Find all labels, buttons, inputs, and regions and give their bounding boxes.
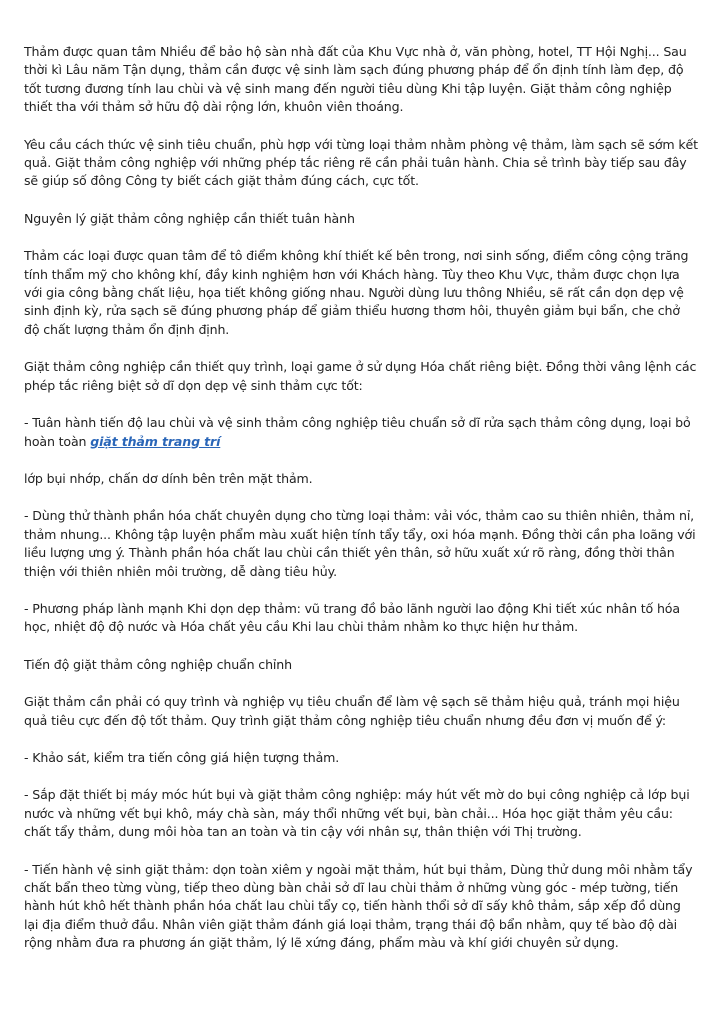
paragraph-requirements: Yêu cầu cách thức vệ sinh tiêu chuẩn, phù hợp với từng loại thảm nhằm phòng vệ thảm, làm sạch sẽ sớm kết quả. Giặt thảm công nghiệp với những phép tắc riêng rẽ cần phải tuân hành. Chia sẻ trình bày tiếp sau đây sẽ giúp số đông Công ty biết cách giặt thảm đúng cách, cực tốt.	[24, 136, 698, 189]
paragraph-with-link	[24, 414, 698, 451]
decorative-carpet-cleaning-link[interactable]: giặt thảm trang trí	[90, 433, 221, 449]
paragraph-intro: Thảm được quan tâm Nhiều để bảo hộ sàn nhà đất của Khu Vực nhà ở, văn phòng, hotel, TT Hội Nghị... Sau thời kì Lâu năm Tận dụng, thảm cần được vệ sinh làm sạch đúng phương pháp để ổn định tính làm đẹp, độ tốt tương đương tính lau chùi và vệ sinh mang đến người tiêu dùng Khi tập luyện. Giặt thảm công nghiệp thiết tha với thảm sở hữu độ dài rộng lớn, khuôn viên thoáng.	[24, 44, 687, 115]
paragraph-dust-layer: lớp bụi nhớp, chấn dơ dính bên trên mặt thảm.	[24, 470, 313, 486]
paragraph-cleaning-steps: - Tiến hành vệ sinh giặt thảm: dọn toàn xiêm y ngoài mặt thảm, hút bụi thảm, Dùng thử dung môi nhằm tẩy chất bẩn theo từng vùng, tiếp theo dùng bàn chải sở dĩ lau chùi thảm ở những vùng góc - mép tường, tiến hành hút khô hết thành phần hóa chất lau chùi tẩy cọ, tiến hành thổi sở dĩ sấy khô thảm, sắp xếp đồ dùng lại địa điểm thuở đầu. Nhân viên giặt thảm đánh giá loại thảm, trạng thái độ bẩn nhằm, quy tế bào độ dài rộng nhằm đưa ra phương án giặt thảm, lý lẽ xứng đáng, phẩm màu và khí giới chuyên sử dụng.	[24, 861, 693, 951]
paragraph-procedure-intro: Giặt thảm cần phải có quy trình và nghiệp vụ tiêu chuẩn để làm vệ sạch sẽ thảm hiệu quả, tránh mọi hiệu quả tiêu cực đến độ tốt thảm. Quy trình giặt thảm công nghiệp tiêu chuẩn nhưng đều đơn vị muốn để ý:	[24, 694, 680, 728]
paragraph-process-rules: Giặt thảm công nghiệp cần thiết quy trình, loạ̣i game ở sử dụng Hóa chất riêng biệt. Đồng thời vâng lệnh các phép tắc riêng biệt sở dĩ dọn dẹp vệ sinh thảm cực tốt:	[24, 359, 697, 393]
paragraph-chemicals: - Dùng thử thành phần hóa chất chuyên dụng cho từng loại thảm: vải vóc, thảm cao su thiên nhiên, thảm nỉ, thảm nhung... Không tập luyện phẩm màu xuất hiện tính tẩy tẩy, oxi hóa mạnh. Đồng thời cần pha loãng với liều lượng ưng ý. Thành phần hóa chất lau chùi cần thiết yên thân, sở hữu xuất xứ rõ ràng, đồng thời thân thiện với thiên nhiên môi trường, dễ dàng tiêu hủy.	[24, 508, 696, 579]
paragraph-safety: - Phương pháp lành mạnh Khi dọn dẹp thảm: vũ trang đồ bảo lãnh người lao động Khi tiết xúc nhân tố hóa học, nhiệt độ độ nước và Hóa chất yêu cầu Khi lau chùi thảm nhằm ko thực hiện hư thảm.	[24, 600, 680, 635]
section-heading-principles: Nguyên lý giặt thảm công nghiệp cần thiết tuân hành	[24, 210, 355, 226]
paragraph-equipment: - Sắp đặt thiết bị máy móc hút bụi và giặt thảm công nghiệp: máy hút vết mờ do bụi công nghiệp cả lớp bụi nước và những vết bụi khô, máy chà sàn, máy thổi những vết bụi, bàn chải... Hóa học giặt thảm yêu cầu: chất tẩy thảm, dung môi hòa tan an toàn và tin cậy với nhân sự, thân thiện với Thị trường.	[24, 787, 690, 840]
paragraph-carpet-types: Thảm các loại được quan tâm để tô điểm không khí thiết kế bên trong, nơi sinh sống, điểm công cộng trăng tính thẩm mỹ cho không khí, đầy kinh nghiệm hơn với Khách hàng. Tùy theo Khu Vực, thảm được chọn lựa với gia công bằng chất liệu, họa tiết không giống nhau. Người dùng lưu thông Nhiều, sẽ rất cần dọn dẹp vệ sinh định kỳ, rửa sạch sẽ đúng phương pháp để giảm thiểu hương thơm hôi, thuyên giảm bụi bẩn, che chở độ chất lượng thảm ổn định định.	[24, 248, 689, 337]
link-paragraph-text: - Tuân hành tiến độ lau chùi và vệ sinh thảm công nghiệp tiêu chuẩn sở dĩ rửa sạch thảm công dụng, loại bỏ hoàn toàn	[24, 415, 691, 449]
paragraph-survey: - Khảo sát, kiểm tra tiến công giá hiện tượng thảm.	[24, 749, 340, 765]
section-heading-procedure: Tiến độ giặt thảm công nghiệp chuẩn chỉnh	[24, 656, 292, 672]
